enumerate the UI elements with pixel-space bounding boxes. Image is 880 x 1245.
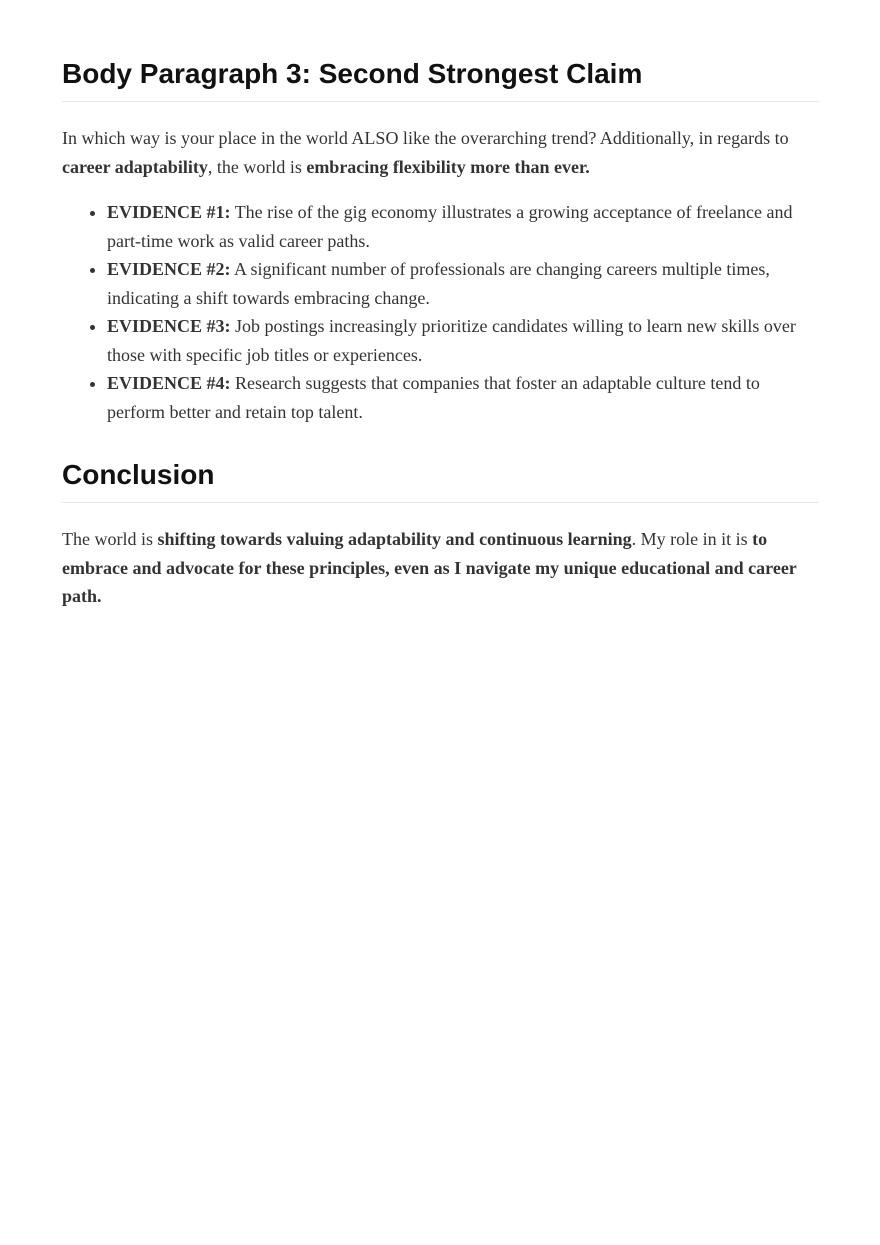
intro-paragraph xyxy=(62,124,819,181)
evidence-label: EVIDENCE #4: xyxy=(107,373,231,393)
evidence-item-3 xyxy=(107,312,819,369)
evidence-item-2 xyxy=(107,255,819,312)
intro-text-2: , the world is xyxy=(207,156,307,177)
intro-text-1: In which way is your place in the world ALSO like the overarching trend? Additionally, in regards to xyxy=(62,128,789,148)
evidence-text: The rise of the gig economy illustrates a growing acceptance of freelance and part-time work as valid career paths. xyxy=(107,202,793,251)
evidence-label: EVIDENCE #3: xyxy=(107,316,231,336)
conclusion-bold-1: shifting towards valuing adaptability and continuous learning xyxy=(157,529,632,549)
section-heading-body-paragraph-3: Body Paragraph 3: Second Strongest Claim xyxy=(62,57,819,102)
evidence-text: Research suggests that companies that foster an adaptable culture tend to perform better and retain top talent. xyxy=(107,373,760,422)
intro-bold-1: career adaptability xyxy=(62,156,208,177)
document-page xyxy=(62,0,819,611)
evidence-label: EVIDENCE #1: xyxy=(107,202,231,222)
evidence-item-4 xyxy=(107,369,819,426)
conclusion-bold-2: to embrace and advocate for these principles, even as I navigate my unique educational and career path. xyxy=(62,529,797,606)
evidence-text: A significant number of professionals are changing careers multiple times, indicating a shift towards embracing change. xyxy=(107,259,770,308)
conclusion-paragraph xyxy=(62,525,819,611)
evidence-item-1 xyxy=(107,198,819,255)
conclusion-text-2: . My role in it is xyxy=(631,529,753,549)
evidence-label: EVIDENCE #2: xyxy=(107,259,231,279)
intro-bold-2: embracing flexibility more than ever. xyxy=(306,156,590,177)
section-heading-conclusion: Conclusion xyxy=(62,458,819,503)
conclusion-text-1: The world is xyxy=(62,529,158,549)
evidence-text: Job postings increasingly prioritize candidates willing to learn new skills over those with specific job titles or experiences. xyxy=(107,316,796,365)
evidence-list xyxy=(62,198,819,426)
